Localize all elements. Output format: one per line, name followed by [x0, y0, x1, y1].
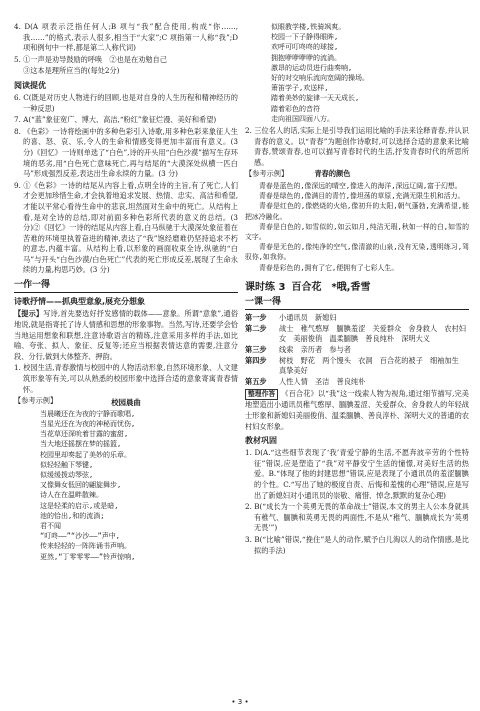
step-value: 线索 亲历者 参与者 [279, 345, 351, 354]
summary-tag: 整理作答 [245, 389, 278, 400]
sample2-line [245, 169, 469, 180]
prose-paragraph: 青春是绿色的,像满目的青竹,像坦荡的草原,充满无限生机和活力。 [259, 192, 465, 201]
poem-line: 当星光还在为夜的神秘而忧伤, [40, 420, 136, 428]
right-column [245, 22, 469, 557]
poem-line: 当花草还深吮着甘露的蜜甜, [40, 430, 129, 439]
step-row [245, 313, 469, 324]
poem-body [14, 409, 238, 562]
poem-line: 似轻轻触下琴键, [40, 460, 94, 469]
poem-line: 当大地还摇摆在梦的摇篮, [40, 440, 122, 449]
poem-line: 拥抱咿咿咿咿的流淌。 [271, 53, 341, 62]
poem-line: 这是轻柔的启示,或是暗, [40, 501, 119, 510]
lesson-header [245, 278, 469, 293]
step-value: 树枝 野花 两个馒头 衣洞 百合花的被子 细袖加生 真挚美好 [279, 355, 466, 376]
answer-8: 8. 《色彩》一诗将绘画中的多种色彩引入诗歌,用多种色彩来象征人生的喜、怒、哀、乐,令人的生命和情感变得更加丰富而有意义。(3 分)《回忆》一诗则单选了“白色”,诗的开头用“白色沙漠”描写生存环境的恶劣,用“白色死亡意味死亡,再与结尾的“大漠深处纵横一匹白马”形成强烈反差,表达出生命永续的力量。(3 分) [14, 126, 238, 179]
poem-line: 更然,“丁零零零——”铃声惊响, [40, 552, 136, 561]
poem-line: 激昂的运动员进行曲奏响, [271, 63, 353, 72]
step-value: 小通讯员 新媳妇 [279, 313, 337, 323]
poem-line: 踏着彩色的音符 [271, 104, 320, 113]
lesson-number: 课时练 3 [245, 281, 286, 293]
review-3: 3. B(“比喻”错误,“挽住”是人的动作,赋予白儿淘以人的动作情感,是比拟的手法) [245, 534, 469, 555]
steps-list [245, 313, 469, 387]
section-heading-reading: 阅读提优 [14, 80, 46, 90]
section-heading-review: 教材巩固 [245, 436, 277, 446]
poem-line: 当晨曦还在为夜的宁静而歌唱, [40, 409, 136, 418]
page-number: • 3 • [231, 698, 249, 706]
poem-line: 欢呼可叮咚咚的球接, [271, 43, 339, 52]
section-rule-2 [245, 309, 469, 310]
prose-paragraph: 青春是白色的,如雪似的,如云如月,纯洁无瑕,秋如一样的白,如雪的文字。 [245, 222, 469, 242]
poem-line: “叮咚——”“沙沙——”声中, [40, 532, 120, 541]
step-value: 战士 稚气憨厚 腼腆羞涩 关爱群众 舍身救人 农村妇女 美丽俊俏 温柔腼腆 善良纯朴 深明大义 [279, 323, 466, 344]
step-label: 第三步 [245, 345, 267, 354]
poem-line: 君不闻 [40, 522, 61, 531]
step-label: 第二步 [245, 323, 267, 333]
summary-text: 《百合花》以“我”这一线索人物为视角,通过细节描写,完美地塑造出小通讯员稚气憨厚、腼腆羞涩、关爱群众、舍身救人的年轻战士形象和新媳妇美丽俊俏、温柔腼腆、善良淳朴、深明大义的普通的农村妇女形象。 [245, 389, 469, 431]
step-label: 第五步 [245, 376, 267, 386]
tip-text: 写诗,首先要选好抒发感情的载体——意象。所谓“意象”,通俗地说,就是指寄托了诗人情感和思想的形象事物。当然,写诗,还要学会恰当地运用想象和联想,注意诗歌语言的精练,注意采用多样的手法,如比喻、夸张、拟人、象征、反复等;还应当根据表情达意的需要,注意分段、分行,做到大体整齐、押韵。 [14, 309, 238, 361]
poem-line: 传来轻轻的一阵阵诵书声响。 [40, 542, 131, 551]
answer-6: 6. C(既是对历史人物进行的回顾,也是对自身的人生历程和精神经历的一种反思) [14, 92, 238, 113]
poem-line: 校园里却奏起了美妙的乐章。 [40, 450, 131, 459]
poem-line: 池的恰出,和的流淌; [40, 511, 105, 520]
poem-line: 校园一下子静得眼眸, [271, 33, 339, 42]
step-value: 人性人情 圣洁 善良纯朴 [279, 376, 366, 386]
answer-5-cont: ③这本是理所应当的(每处2分) [23, 66, 120, 76]
poem-line: 走向祖国四面八方。 [271, 114, 334, 123]
answer-4: 4. D(A 项表示泛指任何人;B 项与“我”配合使用,构成“你……,我……”的格式,表示人很多,相当于“大家”;C 项指第一人称“我”;D 项和例句中一样,都是第二人称代词) [14, 22, 238, 53]
section-rule [14, 292, 238, 293]
prose-body [245, 181, 469, 273]
poem-title: 校园晨曲 [111, 397, 141, 407]
poem-line: 箫笛学子,欢送样, [271, 84, 329, 93]
lesson-title: 百合花 *哦,香雪 [291, 281, 371, 293]
prose-paragraph: 青春是彩色的,拥有了它,便拥有了七彩人生。 [259, 263, 399, 272]
step-row [245, 324, 469, 345]
poem-line: 好的对交响乐流向宽阔的操场。 [271, 74, 369, 83]
tip-tag: 【提示】 [14, 309, 44, 319]
poem-line: 似缓缓拨动琴弦, [40, 471, 94, 480]
section-heading-class: 一课一得 [245, 296, 282, 307]
step-label: 第一步 [245, 313, 267, 323]
poem-line: 似眼教学楼,铁骑飒爽。 [271, 23, 346, 31]
writing-topic-title: 诗歌抒情——抓典型意象,展充分想象 [14, 297, 146, 307]
writing-answer-1: 1. 校园生活,青春激情与校园中的人物活动形象,自然环境形象、人文建筑形象等有关,可以从熟悉的校园形象中选择合适的意象寄寓青春情怀。 [14, 363, 238, 394]
answer-9: 9. ①《色彩》一诗的结尾从内容上看,点明全诗的主旨,有了死亡,人们才会更加珍惜生命,才会执着地追求发展、热情、忠实、高洁和希望,才能以平常心看待生命中的悲哀,坦然面对生命中的死亡。从结构上看,是对全诗的总结,即对前面多种色彩所代表的意义的总结。(3 分)②《回忆》一诗的结尾从内容上看,白马纵驰于大漠深处象征着在苦难的环境里执着奋进的精神,表达了“我”饱经磨难仍坚持追求不朽的意志,内蕴丰富。从结构上看,以形象的画面收束全诗,纵驰的“白马”与开头“白色沙漠/白色死亡”代表的死亡形成反差,展现了生命永续的力量,构思巧妙。(3 分) [14, 180, 238, 275]
poem-line: 踏着美妙的旋律一天天成长, [271, 94, 360, 103]
review-1: 1. D(A.“这些细节表现了‘我’青爱宁静的生活,不愿奔波辛劳的个性特征”错误,应是塑造了“我”对平静安宁生活的憧憬,对美好生活的热爱。B.“体现了他的封建思想”错误,应是表现了小通讯员的羞涩腼腆的个性。C.“写出了她的极度自责、后悔和羞愧的心理”错误,应是写出了新媳妇对小通讯员的崇敬、痛惜、悼念,默默的复杂心理) [245, 448, 469, 500]
summary-note [245, 389, 469, 432]
step-row [245, 377, 469, 388]
sample-tag: 【参考示例】 [14, 396, 58, 406]
prose-paragraph: 青春是红色的,像燃烧的火焰,像初升的太阳,朝气蓬勃,充满希望,能把冰冷融化。 [245, 202, 469, 221]
step-row [245, 356, 469, 377]
left-column [14, 22, 238, 562]
poem-line: 诗人在在温畔散辣。 [40, 491, 103, 500]
step-row [245, 345, 469, 356]
section-heading-write: 一作一得 [14, 280, 51, 291]
poem2-title: 青春的颜色 [314, 169, 351, 179]
writing-answer-2: 2. 三位名人的话,实际上是引导我们运用比喻的手法来诠释青春,并认识青春的意义。以“青春”为题创作诗歌时,可以选择合适的意象来比喻青春,赞颂青春,也可以描写青春时代的生活,抒发青春时代的所思所感。 [245, 126, 469, 167]
poem-line: 又像舞女低回的翩旋舞步, [40, 481, 122, 490]
writing-tip [14, 309, 238, 362]
prose-paragraph: 青春是蓝色的,像深远的晴空,像进入的海洋,深远辽阔,富于幻想。 [259, 182, 462, 190]
sample2-tag: 【参考示例】 [245, 169, 289, 179]
prose-paragraph: 青春是无色的,像纯净的空气,像清澈的山泉,没有无染,透明练习,驾驭你,如我你。 [245, 243, 469, 262]
poem-body-continued [245, 22, 469, 124]
review-2: 2. B(“成长为一个英勇无畏的革命战士”错误,本文的男主人公本身就具有稚气、腼腆和英勇无畏的两面性,不是从“稚气、腼腆成长为‘英勇无畏’”) [245, 502, 469, 533]
answer-7: 7. A(“蓝”象征宽广、博大、高洁,“粉红”象征烂漫、美好和希望) [14, 115, 217, 125]
step-label: 第四步 [245, 355, 267, 365]
answer-5: 5. ①一声是劝导鼓励的呼唤 ②也是在劝勉自己 [14, 54, 167, 64]
